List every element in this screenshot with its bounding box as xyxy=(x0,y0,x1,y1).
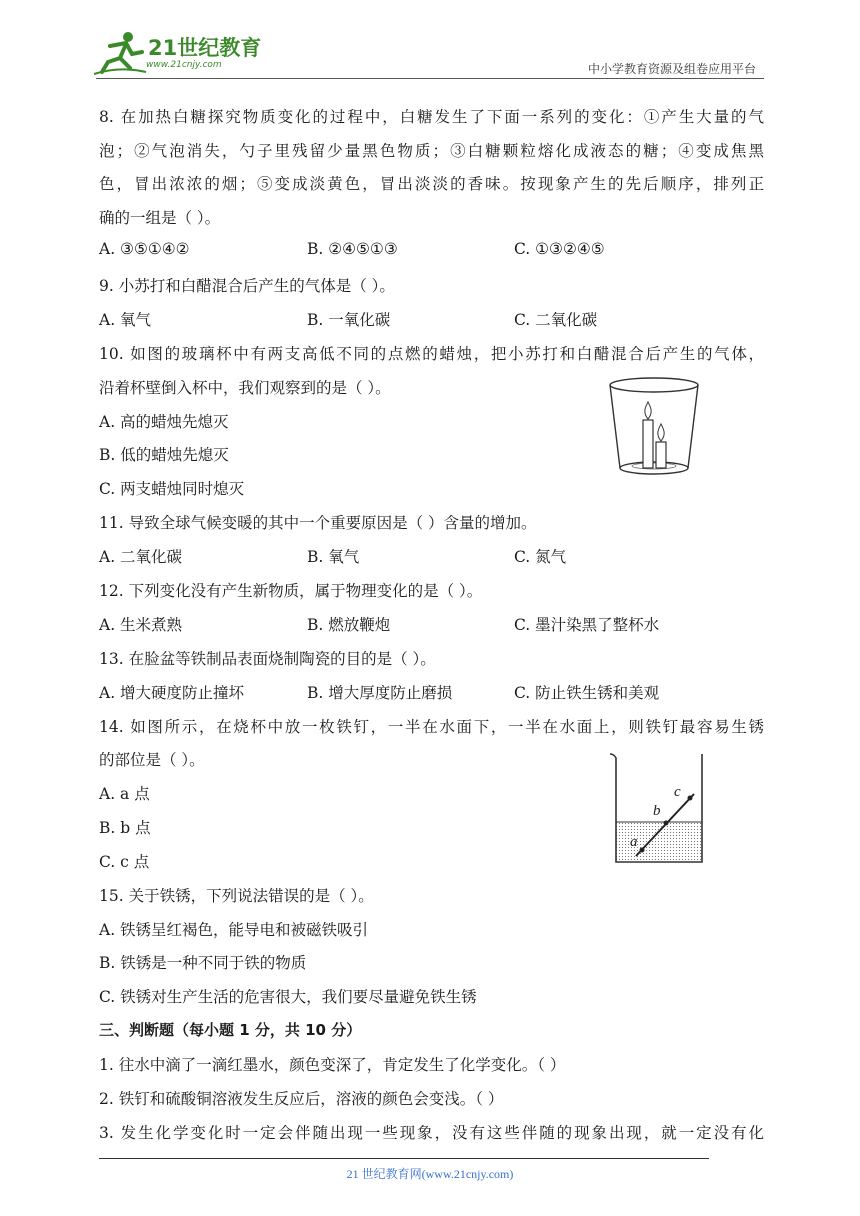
section3-title: 三、判断题（每小题 1 分，共 10 分） xyxy=(99,1021,362,1039)
judge-q2: 2. 铁钉和硫酸铜溶液发生反应后，溶液的颜色会变浅。（ ） xyxy=(99,1090,504,1108)
page-header xyxy=(0,0,860,80)
judge-q1: 1. 往水中滴了一滴红墨水，颜色变深了，肯定发生了化学变化。（ ） xyxy=(99,1056,566,1074)
q8-stem-line2: 泡；②气泡消失，勺子里残留少量黑色物质；③白糖颗粒熔化成液态的糖；④变成焦黑 xyxy=(99,142,764,160)
q9-stem: 9. 小苏打和白醋混合后产生的气体是（ ）。 xyxy=(99,277,395,295)
q8-option-a[interactable]: A. ③⑤①④② xyxy=(99,240,190,258)
q13-stem: 13. 在脸盆等铁制品表面烧制陶瓷的目的是（ ）。 xyxy=(99,650,436,668)
q15-option-a[interactable]: A. 铁锈呈红褐色，能导电和被磁铁吸引 xyxy=(99,921,369,939)
q10-stem-line1: 10. 如图的玻璃杯中有两支高低不同的点燃的蜡烛，把小苏打和白醋混合后产生的气体， xyxy=(99,345,764,363)
footer-divider xyxy=(99,1158,709,1159)
q14-stem-line2: 的部位是（ ）。 xyxy=(99,751,205,769)
q14-option-b[interactable]: B. b 点 xyxy=(99,819,151,837)
q15-stem: 15. 关于铁锈，下列说法错误的是（ ）。 xyxy=(99,887,374,905)
q15-option-c[interactable]: C. 铁锈对生产生活的危害很大，我们要尽量避免铁生锈 xyxy=(99,988,477,1006)
q8-option-b[interactable]: B. ②④⑤①③ xyxy=(307,240,398,258)
q11-option-a[interactable]: A. 二氧化碳 xyxy=(99,548,183,566)
q12-option-c[interactable]: C. 墨汁染黑了整杯水 xyxy=(514,616,660,634)
site-logo[interactable] xyxy=(92,30,262,76)
q8-option-c[interactable]: C. ①③②④⑤ xyxy=(514,240,605,258)
q15-option-b[interactable]: B. 铁锈是一种不同于铁的物质 xyxy=(99,954,307,972)
q9-option-b[interactable]: B. 一氧化碳 xyxy=(307,311,391,329)
footer-link[interactable]: 21 世纪教育网(www.21cnjy.com) xyxy=(346,1167,514,1181)
q10-stem-line2: 沿着杯壁倒入杯中，我们观察到的是（ ）。 xyxy=(99,379,391,397)
q12-stem: 12. 下列变化没有产生新物质，属于物理变化的是（ ）。 xyxy=(99,582,483,600)
q9-option-a[interactable]: A. 氧气 xyxy=(99,311,152,329)
q11-stem: 11. 导致全球气候变暖的其中一个重要原因是（ ）含量的增加。 xyxy=(99,514,537,532)
point-b-label: b xyxy=(653,803,661,819)
logo-text: 21世纪教育 xyxy=(148,36,262,60)
header-divider xyxy=(96,78,764,79)
glass-candles-figure xyxy=(604,376,704,478)
point-c-label: c xyxy=(674,784,681,800)
beaker-nail-figure xyxy=(606,750,710,868)
q14-stem-line1: 14. 如图所示，在烧杯中放一枚铁钉，一半在水面下，一半在水面上，则铁钉最容易生锈 xyxy=(99,718,764,736)
q14-option-a[interactable]: A. a 点 xyxy=(99,785,150,803)
platform-title: 中小学教育资源及组卷应用平台 xyxy=(587,62,756,76)
q14-option-c[interactable]: C. c 点 xyxy=(99,853,150,871)
q8-stem-line1: 8. 在加热白糖探究物质变化的过程中，白糖发生了下面一系列的变化：①产生大量的气 xyxy=(99,108,764,126)
judge-q3: 3. 发生化学变化时一定会伴随出现一些现象，没有这些伴随的现象出现，就一定没有化 xyxy=(99,1124,764,1142)
q12-option-a[interactable]: A. 生米煮熟 xyxy=(99,616,183,634)
q13-option-c[interactable]: C. 防止铁生锈和美观 xyxy=(514,684,660,702)
logo-url: www.21cnjy.com xyxy=(146,60,222,70)
q10-option-c[interactable]: C. 两支蜡烛同时熄灭 xyxy=(99,480,245,498)
runner-logo-icon xyxy=(92,30,148,76)
point-a-label: a xyxy=(630,834,638,850)
q11-option-c[interactable]: C. 氮气 xyxy=(514,548,567,566)
q8-stem-line3: 色，冒出浓浓的烟；⑤变成淡黄色，冒出淡淡的香味。按现象产生的先后顺序，排列正 xyxy=(99,175,764,193)
q8-stem-line4: 确的一组是（ ）。 xyxy=(99,209,221,227)
q10-option-b[interactable]: B. 低的蜡烛先熄灭 xyxy=(99,446,229,464)
q10-option-a[interactable]: A. 高的蜡烛先熄灭 xyxy=(99,413,229,431)
q13-option-b[interactable]: B. 增大厚度防止磨损 xyxy=(307,684,453,702)
q11-option-b[interactable]: B. 氧气 xyxy=(307,548,360,566)
q9-option-c[interactable]: C. 二氧化碳 xyxy=(514,311,598,329)
q13-option-a[interactable]: A. 增大硬度防止撞坏 xyxy=(99,684,245,702)
q12-option-b[interactable]: B. 燃放鞭炮 xyxy=(307,616,391,634)
